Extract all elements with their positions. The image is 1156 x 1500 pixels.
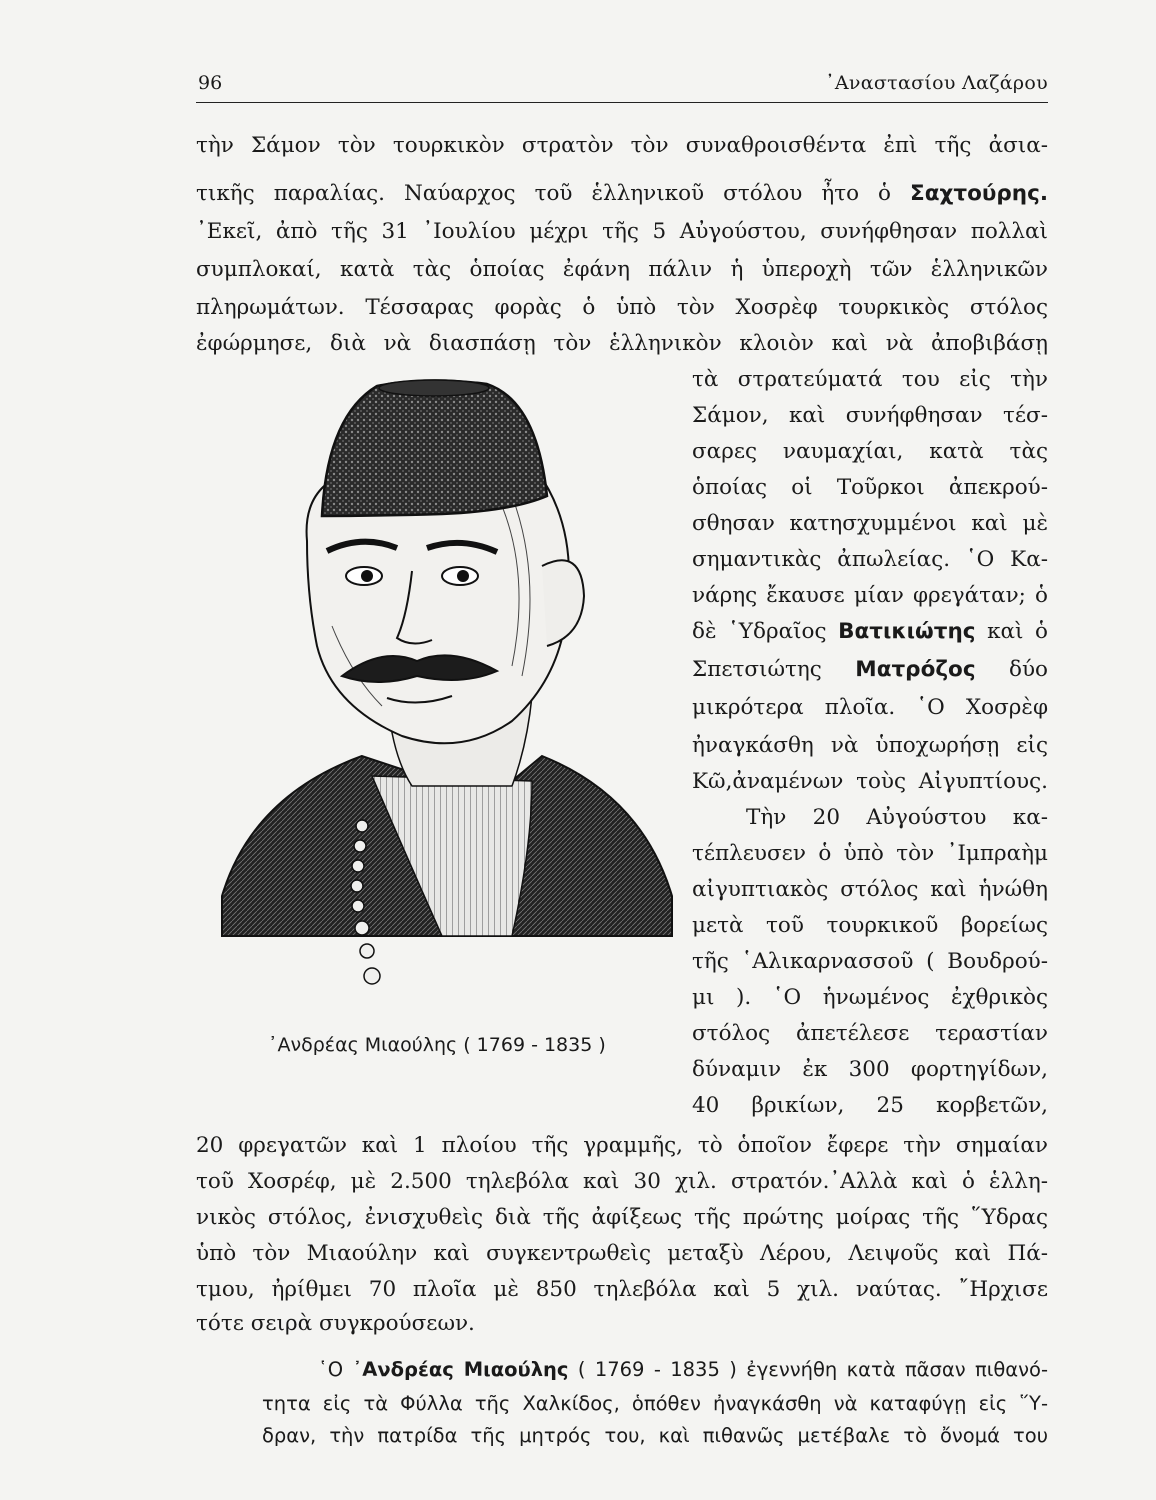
text-line: στόλος ἀπετέλεσε τεραστίαν (692, 1021, 1048, 1046)
text-line: σαρες ναυμαχίαι, κατὰ τὰς (692, 439, 1048, 464)
text-line: πληρωμάτων. Τέσσαρας φορὰς ὁ ὑπὸ τὸν Χοσρὲφ τουρκικὸς στόλος (196, 295, 1048, 320)
text-line: αἰγυπτιακὸς στόλος καὶ ἡνώθη (692, 877, 1048, 902)
bold-name-miaoulis: ᾿Ανδρέας Μιαούλης (352, 1358, 569, 1381)
text-line: δύναμιν ἐκ 300 φορτηγίδων, (692, 1057, 1048, 1082)
text-line (196, 176, 1048, 212)
text-line: τέπλευσεν ὁ ὑπὸ τὸν ᾿Ιμπραὴμ (692, 841, 1048, 866)
text-line: τὴν Σάμον τὸν τουρκικὸν στρατὸν τὸν συναθροισθέντα ἐπὶ τῆς ἀσια- (196, 133, 1048, 158)
note-line (318, 1354, 1048, 1386)
text-line: μετὰ τοῦ τουρκικοῦ βορείως (692, 913, 1048, 938)
text-line: ᾿Εκεῖ, ἀπὸ τῆς 31 ᾿Ιουλίου μέχρι τῆς 5 Αὐγούστου, συνήφθησαν πολλαὶ (196, 219, 1048, 244)
text-span: ( 1769 - 1835 ) ἐγεννήθη κατὰ πᾶσαν πιθανό- (577, 1358, 1048, 1381)
text-line: μι ). ῾Ο ἡνωμένος ἐχθρικὸς (692, 985, 1048, 1010)
text-line: 20 φρεγατῶν καὶ 1 πλοίου τῆς γραμμῆς, τὸ ὁποῖον ἔφερε τὴν σημαίαν (196, 1133, 1048, 1158)
text-line: Κῶ,ἀναμένων τοὺς Αἰγυπτίους. (692, 769, 1048, 794)
text-span: Σπετσιώτης (692, 657, 822, 682)
text-span: ῾Ο (318, 1358, 344, 1381)
portrait-caption: ᾿Ανδρέας Μιαούλης ( 1769 - 1835 ) (268, 1034, 606, 1056)
text-line: νικὸς στόλος, ἐνισχυθεὶς διὰ τῆς ἀφίξεως τῆς πρώτης μοίρας τῆς ῞Υδρας (196, 1205, 1048, 1230)
text-line: ὑπὸ τὸν Μιαούλην καὶ συγκεντρωθεὶς μεταξὺ Λέρου, Λειψοῦς καὶ Πά- (196, 1241, 1048, 1266)
text-line: τοῦ Χοσρέφ, μὲ 2.500 τηλεβόλα καὶ 30 χιλ. στρατόν.᾿Αλλὰ καὶ ὁ ἑλλη- (196, 1169, 1048, 1194)
page-number: 96 (198, 72, 223, 94)
text-line: Τὴν 20 Αὐγούστου κα- (746, 805, 1048, 830)
running-head: ᾿Αναστασίου Λαζάρου (825, 72, 1048, 94)
bold-name-sachtouris: Σαχτούρης. (910, 181, 1048, 206)
text-span: δύο (1009, 657, 1048, 682)
text-line: τότε σειρὰ συγκρούσεων. (196, 1311, 475, 1336)
portrait-illustration (212, 376, 682, 1036)
text-line: ὁποίας οἱ Τοῦρκοι ἀπεκρού- (692, 475, 1048, 500)
text-line: σημαντικὰς ἀπωλείας. ῾Ο Κα- (692, 547, 1048, 572)
text-line: ἐφώρμησε, διὰ νὰ διασπάσῃ τὸν ἑλληνικὸν κλοιὸν καὶ νὰ ἀποβιβάσῃ (196, 331, 1048, 356)
text-line: μικρότερα πλοῖα. ῾Ο Χοσρὲφ (692, 695, 1048, 720)
text-line: συμπλοκαί, κατὰ τὰς ὁποίας ἐφάνη πάλιν ἡ ὑπεροχὴ τῶν ἑλληνικῶν (196, 257, 1048, 282)
text-line: τῆς ῾Αλικαρνασσοῦ ( Βουδρού- (692, 949, 1048, 974)
note-line: τητα εἰς τὰ Φύλλα τῆς Χαλκίδος, ὁπόθεν ἠναγκάσθη νὰ καταφύγῃ εἰς ῞Υ- (262, 1392, 1048, 1415)
text-span: τικῆς παραλίας. Ναύαρχος τοῦ ἑλληνικοῦ στόλου ἦτο ὁ (196, 181, 892, 206)
bold-name-matrozos: Ματρόζος (855, 657, 976, 682)
text-line: ἠναγκάσθη νὰ ὑποχωρήσῃ εἰς (692, 733, 1048, 758)
note-line: δραν, τὴν πατρίδα τῆς μητρός του, καὶ πιθανῶς μετέβαλε τὸ ὄνομά του (262, 1424, 1048, 1447)
text-span: δὲ ῾Υδραῖος (692, 619, 827, 644)
text-line: Σάμον, καὶ συνήφθησαν τέσ- (692, 403, 1048, 428)
text-span: καὶ ὁ (987, 619, 1049, 644)
text-line: τὰ στρατεύματά του εἰς τὴν (692, 367, 1048, 392)
text-line (692, 652, 1048, 688)
text-line (692, 614, 1048, 650)
page-header (196, 68, 1048, 103)
text-line: νάρης ἔκαυσε μίαν φρεγάταν; ὁ (692, 583, 1048, 608)
text-line: 40 βρικίων, 25 κορβετῶν, (692, 1093, 1048, 1118)
bold-name-vatikiotis: Βατικιώτης (838, 619, 976, 644)
text-line: τμου, ἠρίθμει 70 πλοῖα μὲ 850 τηλεβόλα καὶ 5 χιλ. ναύτας. ῎Ηρχισε (196, 1277, 1048, 1302)
text-line: σθησαν κατησχυμμένοι καὶ μὲ (692, 511, 1048, 536)
